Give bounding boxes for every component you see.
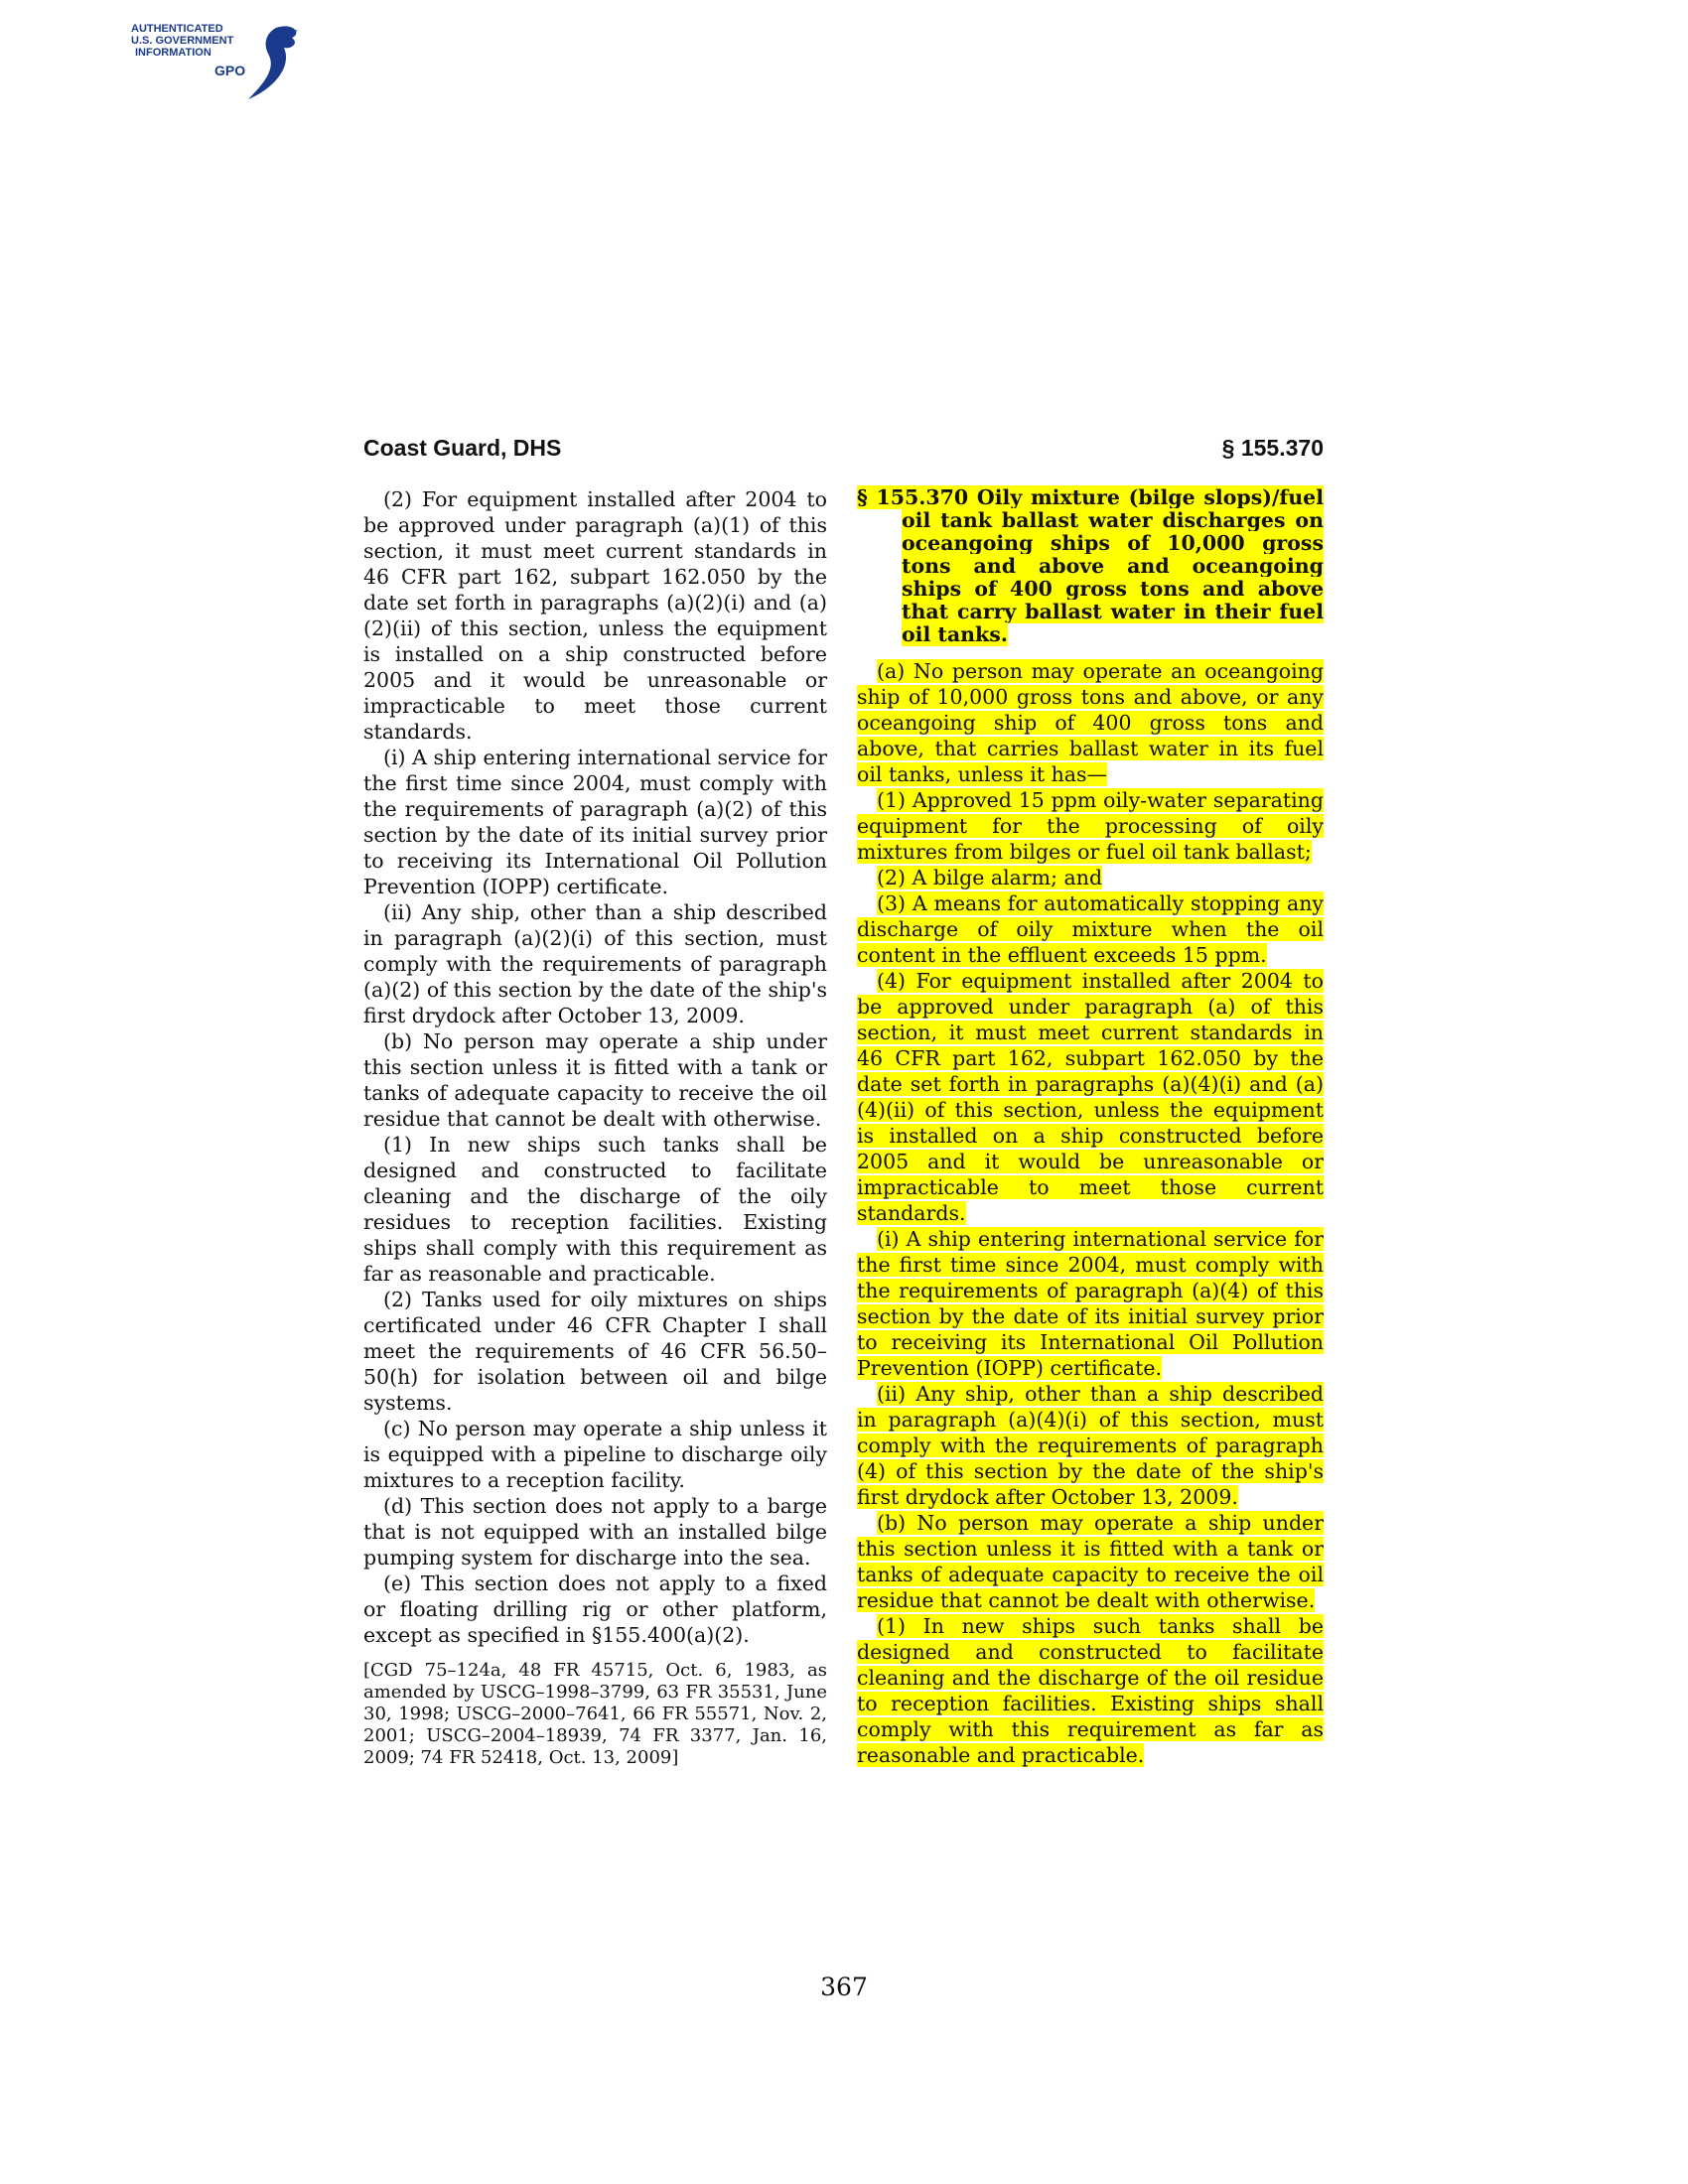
right-column	[857, 486, 1324, 1768]
running-head-agency: Coast Guard, DHS	[363, 435, 562, 461]
highlighted-paragraph: (ii) Any ship, other than a ship described in paragraph (a)(4)(i) of this section, must comply with the requirements of paragraph (4) of this section by the date of the ship's first drydock after October 13, 2009.	[857, 1382, 1324, 1509]
paragraph: (d) This section does not apply to a barge that is not equipped with an installed bilge pumping system for discharge into the sea.	[363, 1494, 827, 1570]
paragraph: (b) No person may operate a ship under this section unless it is fitted with a tank or tanks of adequate capacity to receive the oil residue that cannot be dealt with otherwise.	[363, 1029, 827, 1131]
paragraph: (i) A ship entering international service for the first time since 2004, must comply with the requirements of paragraph (a)(2) of this section by the date of its initial survey prior to receiving its International Oil Pollution Prevention (IOPP) certificate.	[363, 746, 827, 898]
paragraph: (c) No person may operate a ship unless it is equipped with a pipeline to discharge oily mixtures to a reception facility.	[363, 1417, 827, 1492]
highlighted-paragraph: (3) A means for automatically stopping any discharge of oily mixture when the oil content in the effluent exceeds 15 ppm.	[857, 891, 1324, 967]
paragraph: (e) This section does not apply to a fixed or floating drilling rig or other platform, except as specified in §155.400(a)(2).	[363, 1571, 827, 1647]
gpo-authenticated-logo	[127, 14, 306, 101]
running-head	[363, 435, 1324, 465]
left-column	[363, 486, 827, 1769]
highlighted-paragraph: (i) A ship entering international service for the first time since 2004, must comply with the requirements of paragraph (a)(4) of this section by the date of its initial survey prior to receiving its International Oil Pollution Prevention (IOPP) certificate.	[857, 1227, 1324, 1380]
logo-line-2: U.S. GOVERNMENT	[131, 35, 234, 47]
running-head-section: § 155.370	[1221, 435, 1324, 461]
paragraph: (2) Tanks used for oily mixtures on ships certificated under 46 CFR Chapter I shall meet the requirements of 46 CFR 56.50–50(h) for isolation between oil and bilge systems.	[363, 1288, 827, 1415]
gpo-eagle-icon	[127, 14, 306, 101]
highlighted-paragraph: (4) For equipment installed after 2004 to be approved under paragraph (a) of this section, it must meet current standards in 46 CFR part 162, subpart 162.050 by the date set forth in paragraphs (a)(4)(i) and (a)(4)(ii) of this section, unless the equipment is installed on a ship constructed before 2005 and it would be unreasonable or impracticable to meet those current standards.	[857, 969, 1324, 1225]
highlighted-paragraph: (b) No person may operate a ship under this section unless it is fitted with a tank or tanks of adequate capacity to receive the oil residue that cannot be dealt with otherwise.	[857, 1511, 1324, 1612]
logo-mark: GPO	[214, 63, 246, 78]
section-heading: § 155.370 Oily mixture (bilge slops)/fuel oil tank ballast water discharges on oceangoing ships of 10,000 gross tons and above and oceangoing ships of 400 gross tons and above that carry ballast water in their fuel oil tanks.	[857, 485, 1324, 646]
paragraph: (2) For equipment installed after 2004 to be approved under paragraph (a)(1) of this section, it must meet current standards in 46 CFR part 162, subpart 162.050 by the date set forth in paragraphs (a)(2)(i) and (a)(2)(ii) of this section, unless the equipment is installed on a ship constructed before 2005 and it would be unreasonable or impracticable to meet those current standards.	[363, 487, 827, 744]
logo-line-1: AUTHENTICATED	[131, 23, 223, 35]
source-citation: [CGD 75–124a, 48 FR 45715, Oct. 6, 1983, as amended by USCG–1998–3799, 63 FR 35531, June 30, 1998; USCG–2000–7641, 66 FR 55571, Nov. 2, 2001; USCG–2004–18939, 74 FR 3377, Jan. 16, 2009; 74 FR 52418, Oct. 13, 2009]	[363, 1660, 827, 1768]
page-number: 367	[820, 1973, 868, 2001]
highlighted-paragraph: (1) In new ships such tanks shall be designed and constructed to facilitate cleaning and the discharge of the oil residue to reception facilities. Existing ships shall comply with this requirement as far as reasonable and practicable.	[857, 1614, 1324, 1767]
logo-line-3: INFORMATION	[135, 47, 211, 59]
paragraph: (ii) Any ship, other than a ship described in paragraph (a)(2)(i) of this section, must comply with the requirements of paragraph (a)(2) of this section by the date of the ship's first drydock after October 13, 2009.	[363, 900, 827, 1027]
paragraph: (1) In new ships such tanks shall be designed and constructed to facilitate cleaning and the discharge of the oily residues to reception facilities. Existing ships shall comply with this requirement as far as reasonable and practicable.	[363, 1133, 827, 1286]
highlighted-paragraph: (a) No person may operate an oceangoing ship of 10,000 gross tons and above, or any oceangoing ship of 400 gross tons and above, that carries ballast water in its fuel oil tanks, unless it has—	[857, 659, 1324, 786]
highlighted-paragraph: (2) A bilge alarm; and	[877, 866, 1103, 889]
highlighted-paragraph: (1) Approved 15 ppm oily-water separating equipment for the processing of oily mixtures from bilges or fuel oil tank ballast;	[857, 788, 1324, 864]
